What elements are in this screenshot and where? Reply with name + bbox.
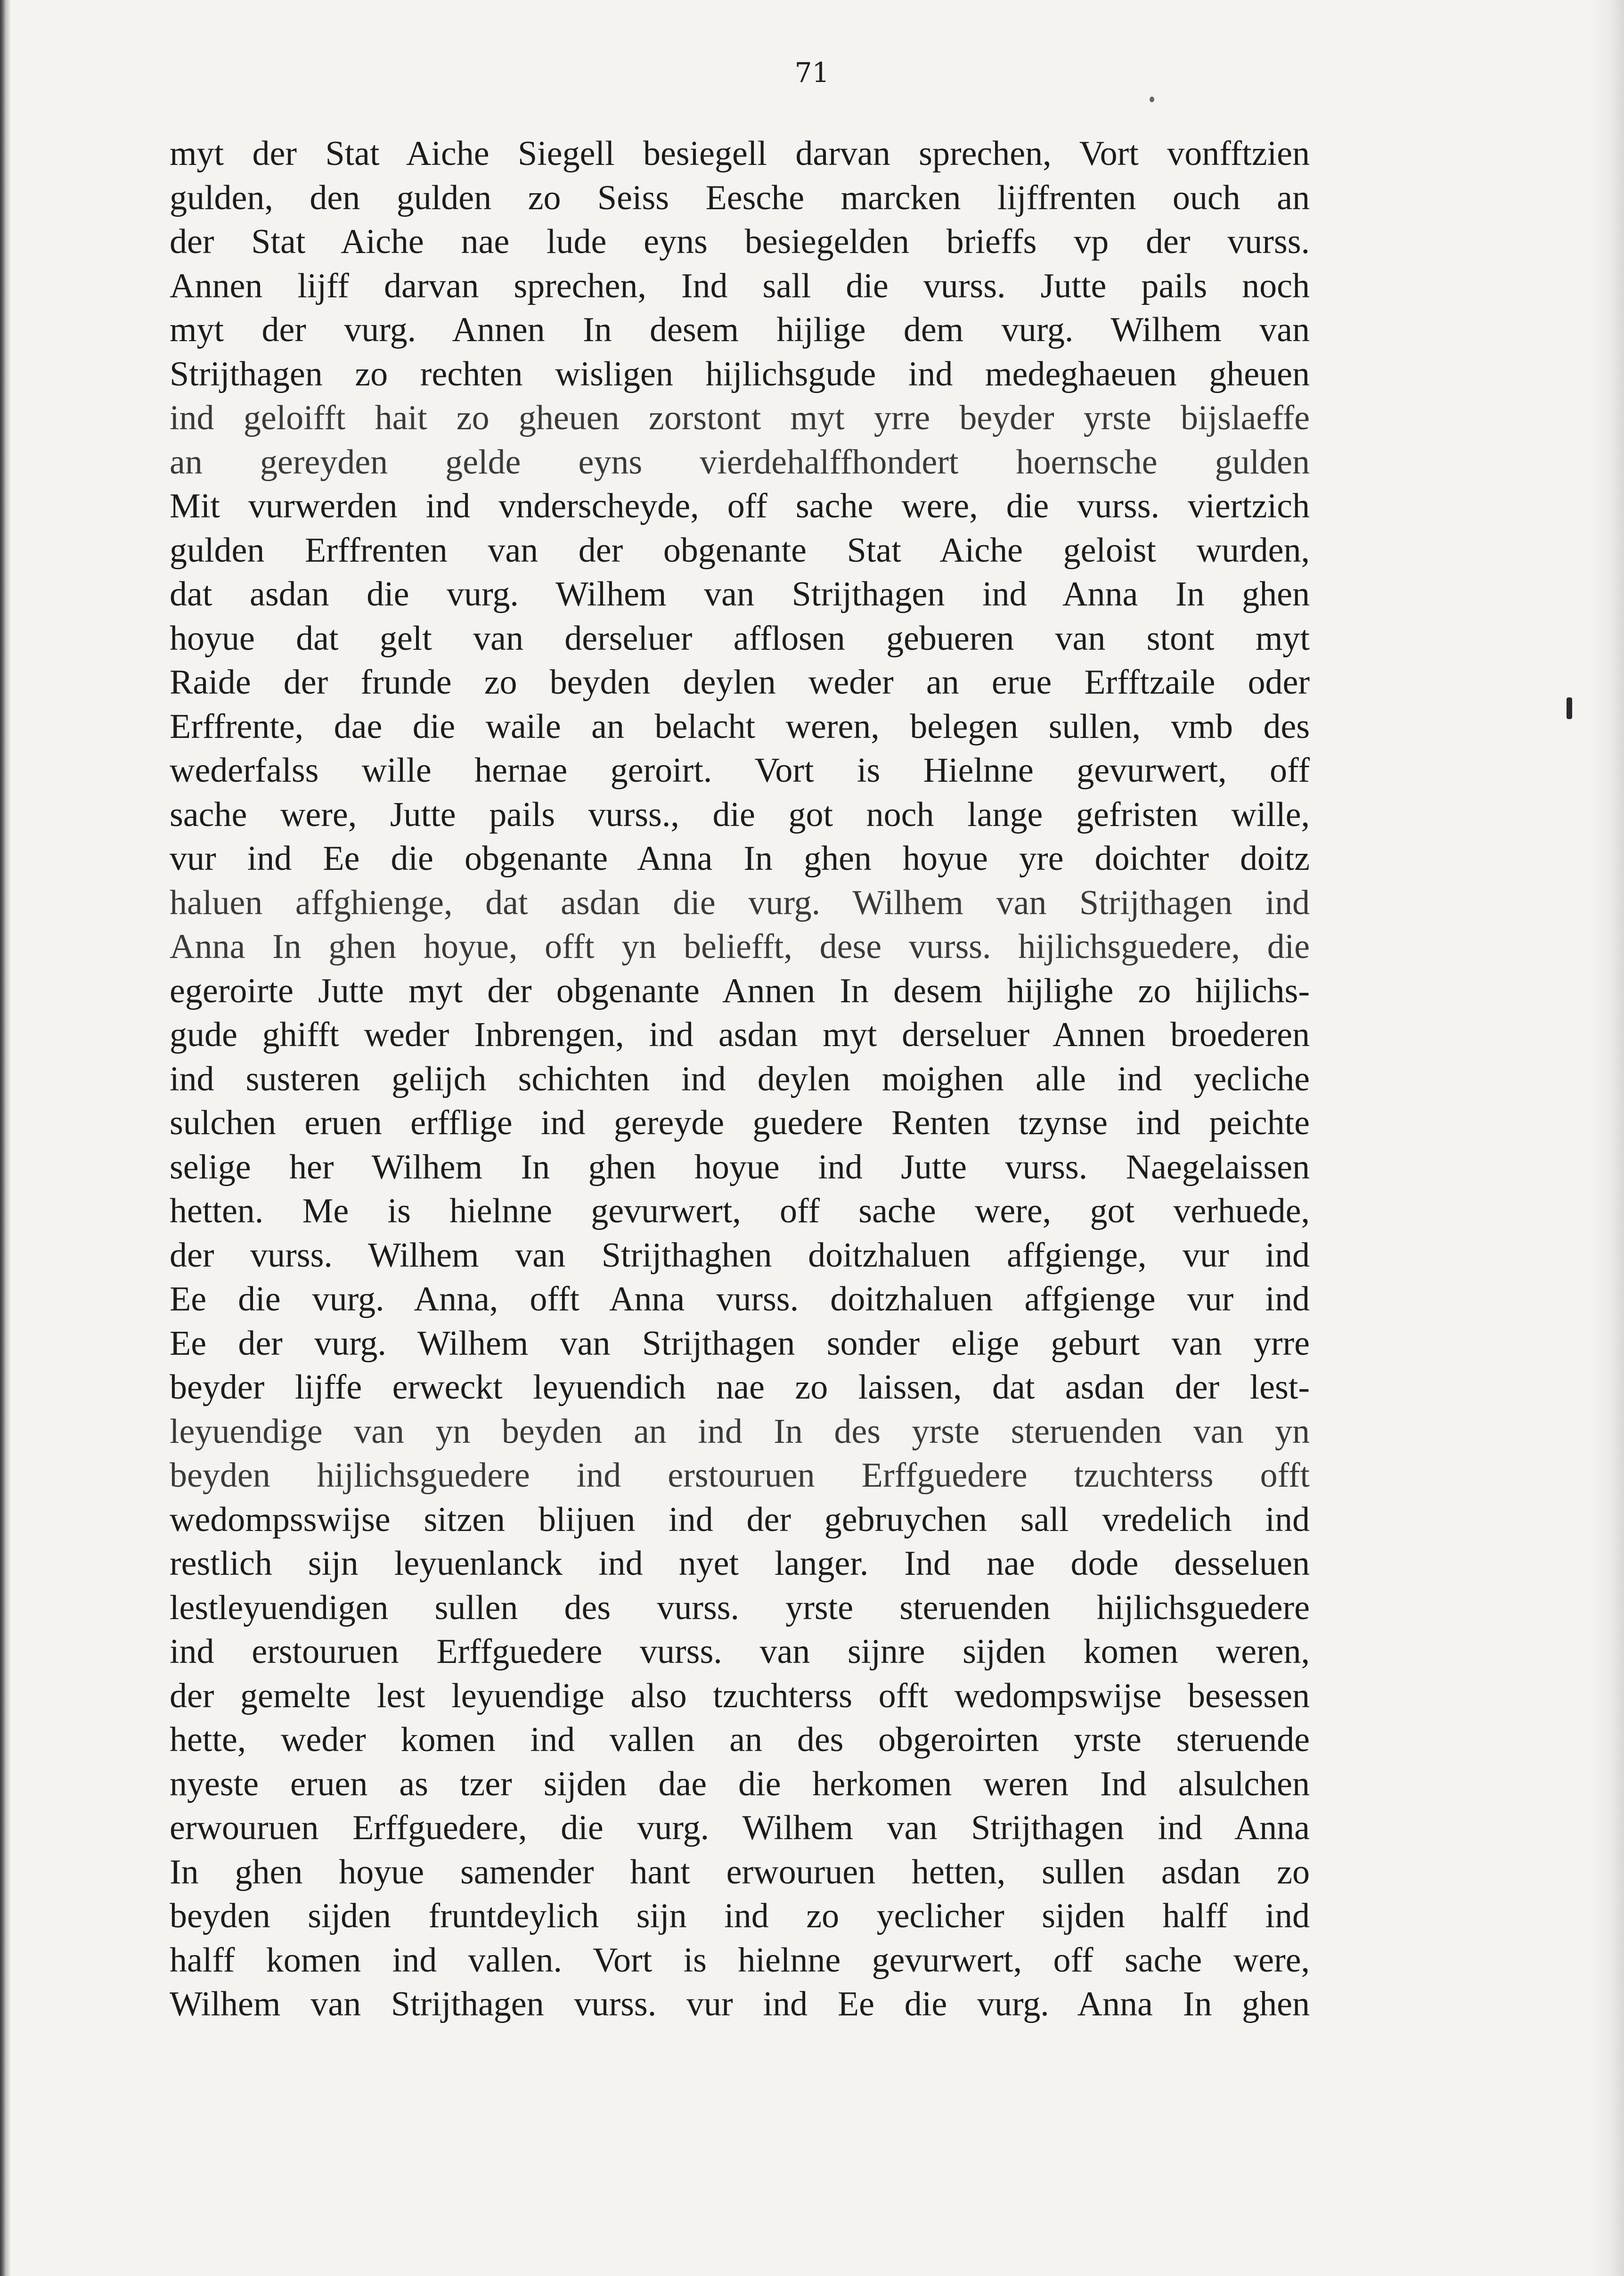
text-line: Raide der frunde zo beyden deylen weder an erue Erfftzaile oder (170, 663, 1310, 702)
text-line: der vurss. Wilhem van Strijthaghen doitzhaluen affgienge, vur ind (170, 1236, 1310, 1275)
text-line: hoyue dat gelt van derseluer afflosen gebueren van stont myt (170, 619, 1310, 658)
text-line: haluen affghienge, dat asdan die vurg. Wilhem van Strijthagen ind (170, 883, 1310, 922)
text-line: Ee der vurg. Wilhem van Strijthagen sonder elige geburt van yrre (170, 1324, 1310, 1363)
text-line: Ee die vurg. Anna, offt Anna vurss. doitzhaluen affgienge vur ind (170, 1280, 1310, 1318)
text-line: Annen lijff darvan sprechen, Ind sall die vurss. Jutte pails noch (170, 266, 1310, 305)
text-line: beyden hijlichsguedere ind erstouruen Erffguedere tzuchterss offt (170, 1456, 1310, 1495)
text-line: leyuendige van yn beyden an ind In des yrste steruenden van yn (170, 1412, 1310, 1451)
text-line: ind geloifft hait zo gheuen zorstont myt yrre beyder yrste bijslaeffe (170, 399, 1310, 437)
text-line: dat asdan die vurg. Wilhem van Strijthagen ind Anna In ghen (170, 575, 1310, 614)
page-number: 71 (794, 57, 830, 89)
text-line: Strijthagen zo rechten wisligen hijlichsgude ind medeghaeuen gheuen (170, 354, 1310, 393)
text-line: myt der vurg. Annen In desem hijlige dem vurg. Wilhem van (170, 311, 1310, 349)
scan-edge-right (1591, 0, 1624, 2276)
text-line: nyeste eruen as tzer sijden dae die herkomen weren Ind alsulchen (170, 1764, 1310, 1803)
text-line: der gemelte lest leyuendige also tzuchterss offt wedompswijse besessen (170, 1676, 1310, 1715)
text-line: beyden sijden fruntdeylich sijn ind zo yeclicher sijden halff ind (170, 1897, 1310, 1935)
text-line: ind erstouruen Erffguedere vurss. van sijnre sijden komen weren, (170, 1632, 1310, 1671)
text-line: hetten. Me is hielnne gevurwert, off sache were, got verhuede, (170, 1192, 1310, 1230)
text-line: hette, weder komen ind vallen an des obgeroirten yrste steruende (170, 1720, 1310, 1759)
text-line: lestleyuendigen sullen des vurss. yrste steruenden hijlichsguedere (170, 1588, 1310, 1627)
text-line: egeroirte Jutte myt der obgenante Annen In desem hijlighe zo hijlichs- (170, 971, 1310, 1010)
scan-edge-left (0, 0, 10, 2276)
text-line: wederfalss wille hernae geroirt. Vort is Hielnne gevurwert, off (170, 751, 1310, 790)
body-text (170, 132, 1310, 2027)
text-line: erwouruen Erffguedere, die vurg. Wilhem van Strijthagen ind Anna (170, 1809, 1310, 1847)
text-line: myt der Stat Aiche Siegell besiegell darvan sprechen, Vort vonfftzien (170, 134, 1310, 173)
text-line: sache were, Jutte pails vurss., die got noch lange gefristen wille, (170, 795, 1310, 834)
text-line: restlich sijn leyuenlanck ind nyet langer. Ind nae dode desseluen (170, 1544, 1310, 1583)
text-line: vur ind Ee die obgenante Anna In ghen hoyue yre doichter doitz (170, 839, 1310, 878)
text-line: Anna In ghen hoyue, offt yn beliefft, dese vurss. hijlichsguedere, die (170, 927, 1310, 966)
text-line: gulden, den gulden zo Seiss Eesche marcken lijffrenten ouch an (170, 178, 1310, 217)
text-line: gulden Erffrenten van der obgenante Stat Aiche geloist wurden, (170, 531, 1310, 570)
text-line: In ghen hoyue samender hant erwouruen hetten, sullen asdan zo (170, 1852, 1310, 1891)
text-line: ind susteren gelijch schichten ind deylen moighen alle ind yecliche (170, 1059, 1310, 1098)
text-line: Wilhem van Strijthagen vurss. vur ind Ee die vurg. Anna In ghen (170, 1985, 1310, 2023)
margin-mark (1567, 697, 1572, 719)
text-line: sulchen eruen erfflige ind gereyde guedere Renten tzynse ind peichte (170, 1104, 1310, 1142)
text-line: halff komen ind vallen. Vort is hielnne gevurwert, off sache were, (170, 1940, 1310, 1980)
text-line: der Stat Aiche nae lude eyns besiegelden brieffs vp der vurss. (170, 222, 1310, 261)
text-line: selige her Wilhem In ghen hoyue ind Jutte vurss. Naegelaissen (170, 1147, 1310, 1187)
scan-speck (1150, 97, 1154, 102)
text-line: Mit vurwerden ind vnderscheyde, off sache were, die vurss. viertzich (170, 487, 1310, 525)
text-line: wedompsswijse sitzen blijuen ind der gebruychen sall vredelich ind (170, 1500, 1310, 1539)
text-line: beyder lijffe erweckt leyuendich nae zo laissen, dat asdan der lest- (170, 1368, 1310, 1407)
text-line: an gereyden gelde eyns vierdehalffhondert hoernsche gulden (170, 442, 1310, 482)
text-line: gude ghifft weder Inbrengen, ind asdan myt derseluer Annen broederen (170, 1015, 1310, 1054)
text-line: Erffrente, dae die waile an belacht weren, belegen sullen, vmb des (170, 707, 1310, 746)
